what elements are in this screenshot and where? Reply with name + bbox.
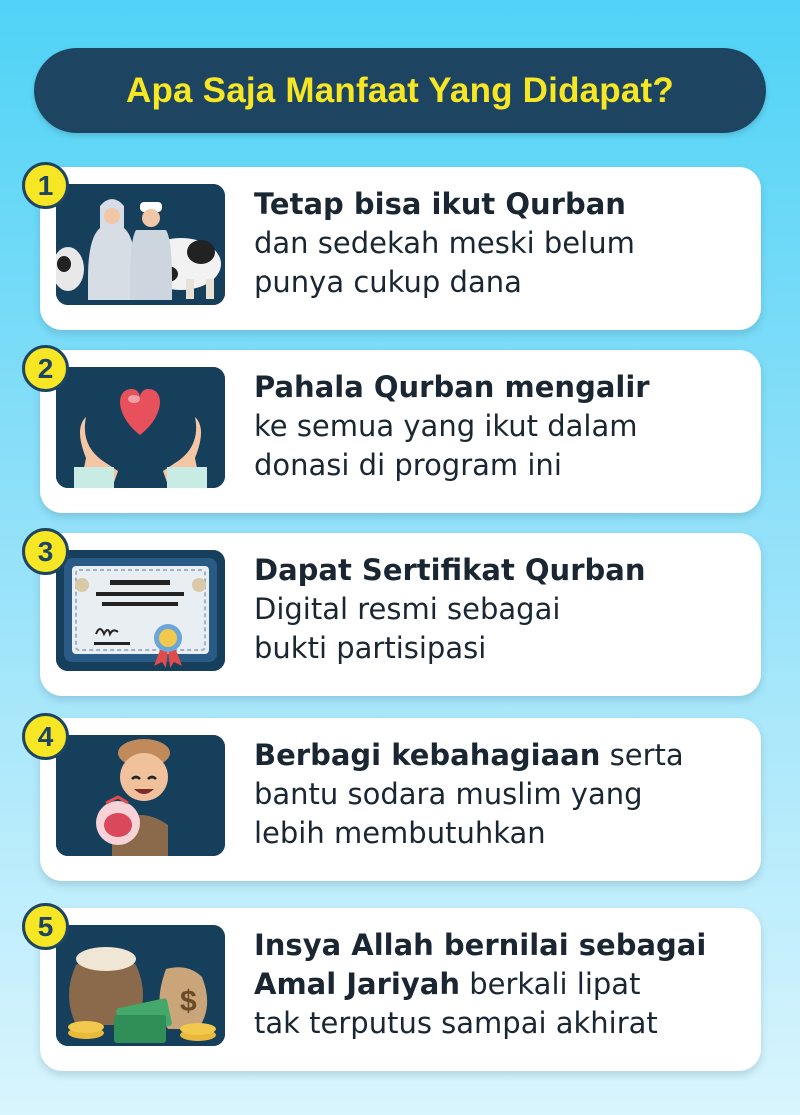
benefit-card-3	[37, 533, 761, 696]
number-badge: 4	[22, 713, 69, 760]
benefit-line-3: tak terputus sampai akhirat	[254, 1006, 658, 1040]
number-badge: 1	[22, 162, 69, 209]
page-title: Apa Saja Manfaat Yang Didapat?	[126, 70, 674, 110]
benefit-text	[254, 185, 744, 302]
benefit-line-2-bold: Amal Jariyah	[254, 967, 460, 1001]
benefit-headline: Insya Allah bernilai sebagai	[254, 928, 707, 962]
benefit-text	[254, 368, 744, 485]
certificate-icon	[56, 550, 225, 671]
hands-holding-heart-icon	[56, 367, 225, 488]
couple-with-cow-icon	[56, 184, 225, 305]
benefit-headline: Berbagi kebahagiaan	[254, 738, 601, 772]
benefit-headline: Tetap bisa ikut Qurban	[254, 187, 626, 221]
benefit-card-1	[37, 167, 761, 330]
benefit-line-2: ke semua yang ikut dalam	[254, 409, 638, 443]
benefit-card-5	[37, 908, 761, 1071]
benefit-text	[254, 926, 744, 1043]
benefit-line-2: dan sedekah meski belum	[254, 226, 635, 260]
benefit-text	[254, 736, 744, 853]
number-badge: 3	[22, 528, 69, 575]
benefit-line-3: donasi di program ini	[254, 448, 562, 482]
benefit-headline: Pahala Qurban mengalir	[254, 370, 650, 404]
benefit-line-2: Digital resmi sebagai	[254, 592, 561, 626]
boy-hugging-meat-icon	[56, 735, 225, 856]
number-badge: 5	[22, 903, 69, 950]
number-badge: 2	[22, 345, 69, 392]
benefit-line-3: punya cukup dana	[254, 265, 522, 299]
benefit-line-3: bukti partisipasi	[254, 631, 487, 665]
svg-text:$: $	[180, 985, 197, 1018]
benefit-card-2	[37, 350, 761, 513]
benefit-line-2: bantu sodara muslim yang	[254, 777, 643, 811]
benefit-line-3: lebih membutuhkan	[254, 816, 546, 850]
benefit-card-4	[37, 718, 761, 881]
money-bags-icon	[56, 925, 225, 1046]
benefit-line-2: berkali lipat	[460, 967, 641, 1001]
benefit-headline: Dapat Sertifikat Qurban	[254, 553, 646, 587]
benefit-text	[254, 551, 744, 668]
header-banner	[34, 48, 766, 133]
benefit-headline-rest: serta	[600, 738, 684, 772]
